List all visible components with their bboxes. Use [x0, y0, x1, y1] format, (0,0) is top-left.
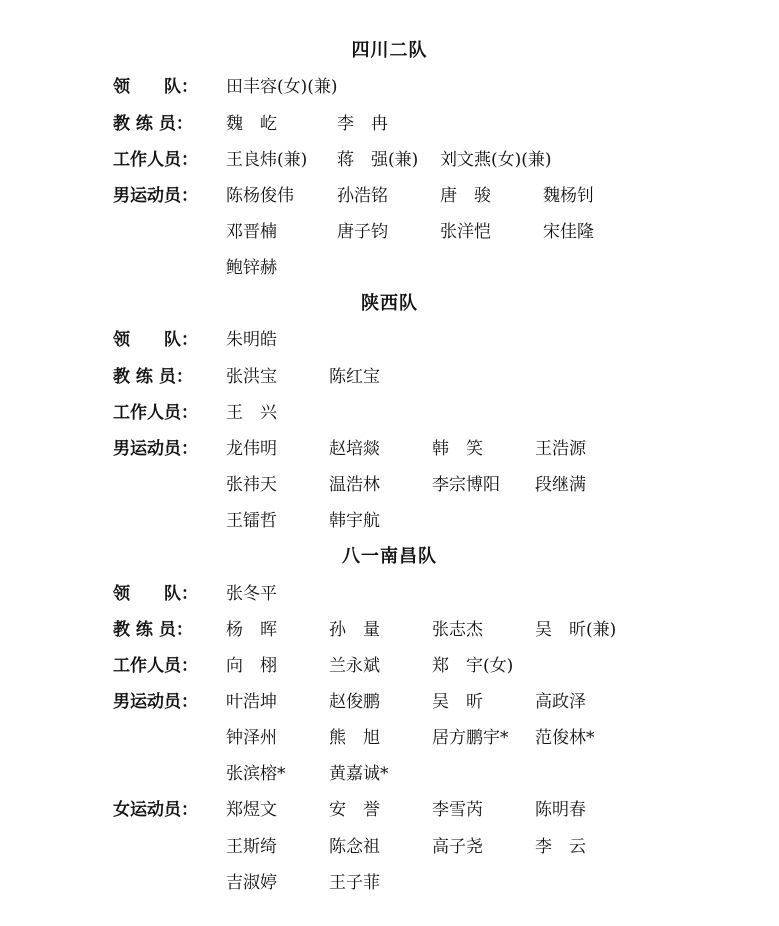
team-title-bayi-nanchang: 八一南昌队 — [342, 546, 437, 567]
role-label-coach: 教 练 员： — [113, 367, 193, 387]
person-name: 陈明春 — [535, 800, 586, 820]
person-name: 蒋 强(兼) — [337, 150, 419, 170]
role-label-female-athletes: 女运动员： — [113, 800, 198, 820]
person-name: 唐子钧 — [337, 222, 388, 242]
role-label-male-athletes: 男运动员： — [113, 439, 198, 459]
person-name: 田丰容(女)(兼) — [226, 77, 338, 97]
role-label-leader: 领 队： — [113, 330, 198, 350]
person-name: 张志杰 — [432, 620, 483, 640]
role-label-staff: 工作人员： — [113, 656, 198, 676]
person-name: 杨 晖 — [226, 620, 277, 640]
role-label-coach: 教 练 员： — [113, 114, 193, 134]
person-name: 鲍锌赫 — [226, 258, 277, 278]
person-name: 韩宇航 — [329, 511, 380, 531]
person-name: 龙伟明 — [226, 439, 277, 459]
person-name: 张冬平 — [226, 584, 277, 604]
person-name: 赵俊鹏 — [329, 692, 380, 712]
person-name: 韩 笑 — [432, 439, 483, 459]
person-name: 兰永斌 — [329, 656, 380, 676]
person-name: 王浩源 — [535, 439, 586, 459]
person-name: 王镭哲 — [226, 511, 277, 531]
person-name: 吴 昕 — [432, 692, 483, 712]
person-name: 黄嘉诚* — [329, 764, 389, 784]
person-name: 郑 宇(女) — [432, 656, 514, 676]
person-name: 张祎天 — [226, 475, 277, 495]
person-name: 张洋恺 — [440, 222, 491, 242]
person-name: 李宗博阳 — [432, 475, 500, 495]
person-name: 高子尧 — [432, 837, 483, 857]
person-name: 魏杨钊 — [543, 186, 594, 206]
team-title-sichuan-2: 四川二队 — [351, 40, 428, 61]
role-label-male-athletes: 男运动员： — [113, 186, 198, 206]
person-name: 段继满 — [535, 475, 586, 495]
person-name: 陈杨俊伟 — [226, 186, 294, 206]
person-name: 安 誉 — [329, 800, 380, 820]
person-name: 孙 量 — [329, 620, 380, 640]
person-name: 唐 骏 — [440, 186, 491, 206]
person-name: 刘文燕(女)(兼) — [440, 150, 552, 170]
person-name: 赵培燚 — [329, 439, 380, 459]
person-name: 陈红宝 — [329, 367, 380, 387]
person-name: 宋佳隆 — [543, 222, 594, 242]
role-label-staff: 工作人员： — [113, 403, 198, 423]
person-name: 陈念祖 — [329, 837, 380, 857]
person-name: 张洪宝 — [226, 367, 277, 387]
person-name: 魏 屹 — [226, 114, 277, 134]
person-name: 李雪芮 — [432, 800, 483, 820]
team-title-shaanxi: 陕西队 — [361, 293, 418, 314]
person-name: 高政泽 — [535, 692, 586, 712]
person-name: 钟泽州 — [226, 728, 277, 748]
person-name: 王斯绮 — [226, 837, 277, 857]
role-label-male-athletes: 男运动员： — [113, 692, 198, 712]
person-name: 朱明皓 — [226, 330, 277, 350]
person-name: 向 栩 — [226, 656, 277, 676]
person-name: 居方鹏宇* — [432, 728, 509, 748]
person-name: 张滨榕* — [226, 764, 286, 784]
person-name: 郑煜文 — [226, 800, 277, 820]
person-name: 叶浩坤 — [226, 692, 277, 712]
person-name: 王子菲 — [329, 873, 380, 893]
person-name: 熊 旭 — [329, 728, 380, 748]
role-label-leader: 领 队： — [113, 77, 198, 97]
person-name: 吉淑婷 — [226, 873, 277, 893]
person-name: 温浩林 — [329, 475, 380, 495]
person-name: 孙浩铭 — [337, 186, 388, 206]
person-name: 吴 昕(兼) — [535, 620, 617, 640]
person-name: 王 兴 — [226, 403, 277, 423]
person-name: 李 云 — [535, 837, 586, 857]
person-name: 李 冉 — [337, 114, 388, 134]
role-label-leader: 领 队： — [113, 584, 198, 604]
person-name: 邓晋楠 — [226, 222, 277, 242]
person-name: 王良炜(兼) — [226, 150, 308, 170]
person-name: 范俊林* — [535, 728, 595, 748]
role-label-staff: 工作人员： — [113, 150, 198, 170]
role-label-coach: 教 练 员： — [113, 620, 193, 640]
